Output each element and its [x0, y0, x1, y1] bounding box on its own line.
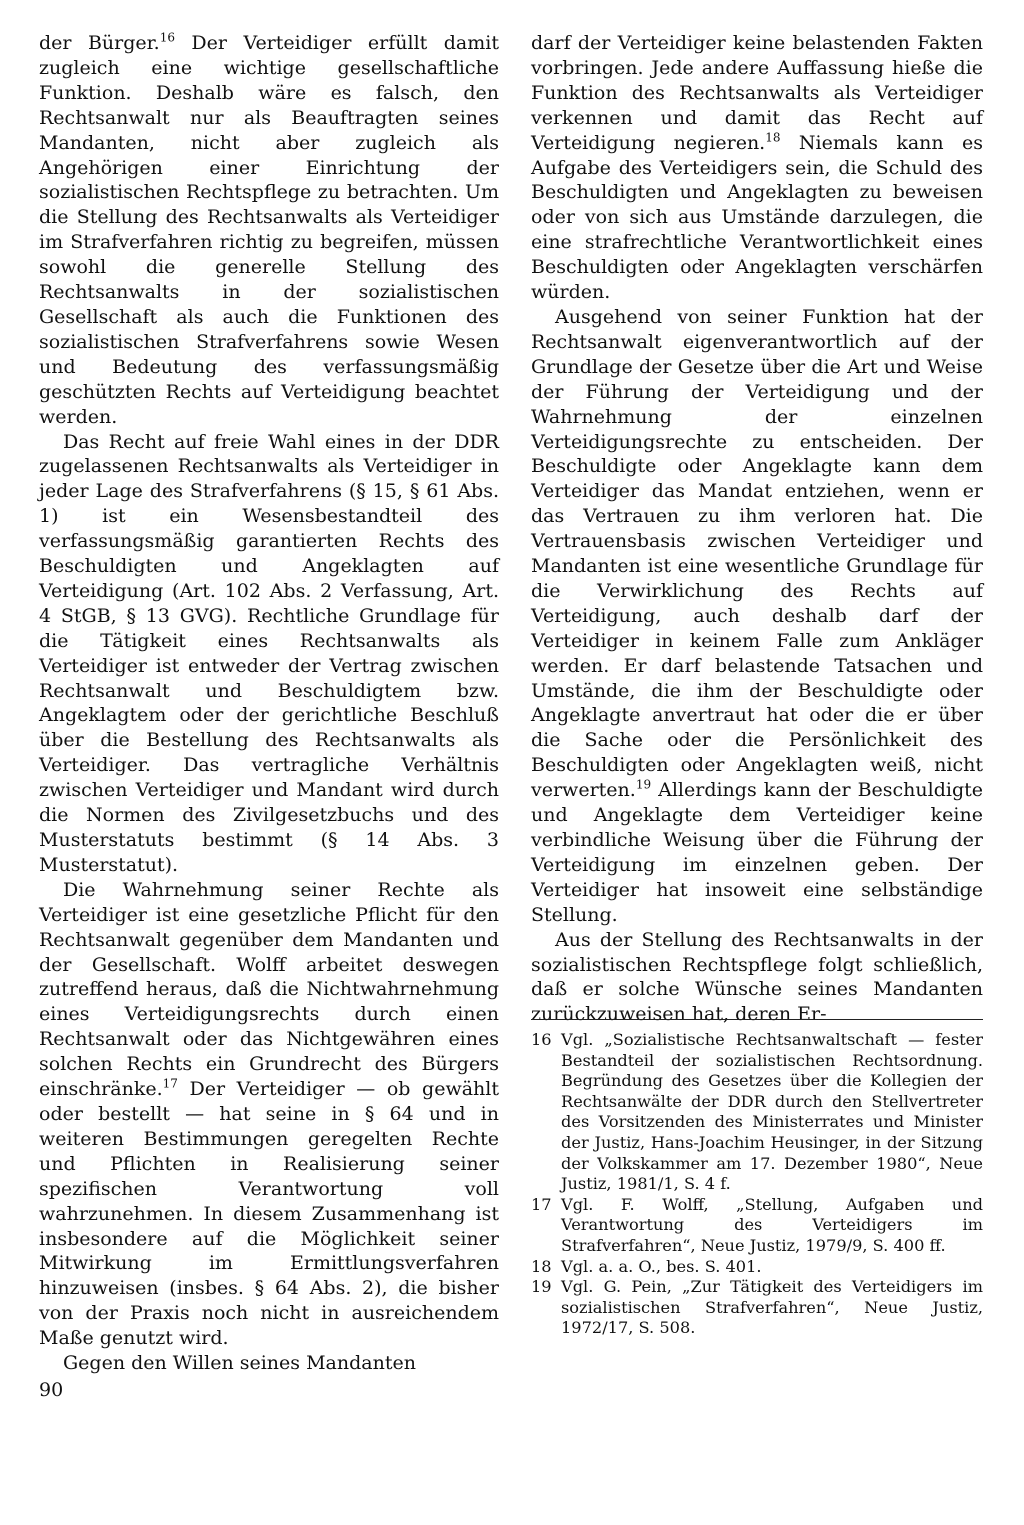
footnote-reference: 18 — [765, 130, 781, 145]
paragraph-text: Der Verteidiger — ob gewählt oder bestellt — hat seine in § 64 und in weiteren Bestimmungen geregelten Rechte und Pflichten in Realisierung seiner spezifischen Verantwortung voll wahrzunehmen. In diesem Zusammenhang ist insbesondere auf die Möglichkeit seiner Mitwirkung im Ermittlungsverfahren hinzuweisen (insbes. § 64 Abs. 2), die bisher von der Praxis noch nicht in ausreichendem Maße genutzt wird. — [39, 1078, 499, 1350]
paragraph-text: Aus der Stellung des Rechtsanwalts in der sozialistischen Rechtspflege folgt schließlich, daß er solche Wünsche seines Mandanten zurückzuweisen hat, deren Er- — [531, 928, 983, 1026]
footnote-text: Vgl. G. Pein, „Zur Tätigkeit des Verteidigers im sozialistischen Strafverfahren“, Neue Justiz, 1972/17, S. 508. — [561, 1277, 983, 1338]
paragraph-text: der Bürger. — [39, 32, 160, 54]
paragraph-text: Gegen den Willen seines Mandanten — [63, 1352, 416, 1375]
footnotes — [531, 1030, 983, 1339]
paragraph — [39, 878, 499, 1351]
footnote — [531, 1277, 983, 1339]
footnote-reference: 17 — [162, 1076, 178, 1091]
page-number: 90 — [39, 1379, 64, 1401]
paragraph — [39, 31, 499, 430]
footnote-number: 16 — [531, 1030, 552, 1049]
paragraph-text: Die Wahrnehmung seiner Rechte als Verteidiger ist eine gesetzliche Pflicht für den Rechtsanwalt gegenüber dem Mandanten und der Gesellschaft. Wolff arbeitet deswegen zutreffend heraus, daß die Nichtwahrnehmung eines Verteidigungsrechts durch einen Rechtsanwalt oder das Nichtgewähren eines solchen Rechts ein Grundrecht des Bürgers einschränke. — [39, 878, 499, 1101]
footnote-number: 18 — [531, 1256, 552, 1276]
paragraph-text: Niemals kann es Aufgabe des Verteidigers sein, die Schuld des Beschuldigten und Angeklagten zu beweisen oder von sich aus Umstände darzulegen, die eine strafrechtliche Verantwortlichkeit eines Beschuldigten oder Angeklagten verschärfen würden. — [531, 131, 984, 304]
footnote-text: Vgl. „Sozialistische Rechtsanwaltschaft — fester Bestandteil der sozialistischen Rechtsordnung. Begründung des Gesetzes über die Kollegien der Rechtsanwälte der DDR durch den Stellvertreter des Vorsitzenden des Ministerrates und Minister der Justiz, Hans-Joachim Heusinger, in der Sitzung der Volkskammer am 17. Dezember 1980“, Neue Justiz, 1981/1, S. 4 f. — [561, 1030, 983, 1194]
footnote — [531, 1195, 983, 1257]
paragraph — [531, 305, 983, 928]
left-text-column — [39, 31, 499, 1376]
footnote-number: 19 — [531, 1277, 552, 1297]
paragraph — [39, 1351, 499, 1376]
footnote — [531, 1030, 983, 1195]
footnote-separator — [531, 1019, 983, 1020]
paragraph — [531, 31, 983, 305]
paragraph-text: Ausgehend von seiner Funktion hat der Rechtsanwalt eigenverantwortlich auf der Grundlage der Gesetze über die Art und Weise der Führung der Verteidigung und der Wahrnehmung der einzelnen Verteidigungsrechte zu entscheiden. Der Beschuldigte oder Angeklagte kann dem Verteidiger das Mandat entziehen, wenn er das Vertrauen zu ihm verloren hat. Die Vertrauensbasis zwischen Verteidiger und Mandanten ist eine wesentliche Grundlage für die Verwirklichung des Rechts auf Verteidigung, auch deshalb darf der Verteidiger in keinem Falle zum Ankläger werden. Er darf belastende Tatsachen und Umstände, die ihm der Beschuldigte oder Angeklagte anvertraut hat oder die er über die Sache oder die Persönlichkeit des Beschuldigten oder Angeklagten weiß, nicht verwerten. — [531, 305, 983, 802]
paragraph-text: Das Recht auf freie Wahl eines in der DDR zugelassenen Rechtsanwalts als Verteidiger in jeder Lage des Strafverfahrens (§ 15, § 61 Abs. 1) ist ein Wesensbestandteil des verfassungsmäßig garantierten Rechts des Beschuldigten und Angeklagten auf Verteidigung (Art. 102 Abs. 2 Verfassung, Art. 4 StGB, § 13 GVG). Rechtliche Grundlage für die Tätigkeit eines Rechtsanwalts als Verteidiger ist entweder der Vertrag zwischen Rechtsanwalt und Beschuldigtem bzw. Angeklagtem oder der gerichtliche Beschluß über die Bestellung des Rechtsanwalts als Verteidiger. Das vertragliche Verhältnis zwischen Verteidiger und Mandant wird durch die Normen des Zivilgesetzbuchs und des Musterstatuts bestimmt (§ 14 Abs. 3 Musterstatut). — [39, 430, 499, 876]
right-text-column — [531, 31, 983, 1027]
paragraph — [531, 928, 983, 1028]
paragraph-text: Der Verteidiger erfüllt damit zugleich eine wichtige gesellschaftliche Funktion. Deshalb wäre es falsch, den Rechtsanwalt nur als Beauftragten seines Mandanten, nicht aber zugleich als Angehörigen einer Einrichtung der sozialistischen Rechtspflege zu betrachten. Um die Stellung des Rechtsanwalts als Verteidiger im Strafverfahren richtig zu begreifen, müssen sowohl die generelle Stellung des Rechtsanwalts in der sozialistischen Gesellschaft als auch die Funktionen des sozialistischen Strafverfahrens sowie Wesen und Bedeutung des verfassungsmäßig geschützten Rechts auf Verteidigung beachtet werden. — [39, 32, 499, 428]
paragraph-text: darf der Verteidiger keine belastenden Fakten vorbringen. Jede andere Auffassung hieße die Funktion des Rechtsanwalts als Verteidiger verkennen und damit das Recht auf Verteidigung negieren. — [531, 32, 983, 154]
footnote-text: Vgl. F. Wolff, „Stellung, Aufgaben und Verantwortung des Verteidigers im Strafverfahren“, Neue Justiz, 1979/9, S. 400 ff. — [561, 1194, 983, 1255]
footnote-text: Vgl. a. a. O., bes. S. 401. — [561, 1256, 762, 1276]
footnote-reference: 16 — [159, 30, 175, 45]
footnote-reference: 19 — [635, 777, 652, 792]
paragraph-text: Allerdings kann der Beschuldigte und Angeklagte dem Verteidiger keine verbindliche Weisung über die Führung der Verteidigung im einzelnen geben. Der Verteidiger hat insoweit eine selbständige Stellung. — [531, 779, 983, 926]
footnote-number: 17 — [531, 1194, 552, 1214]
paragraph — [39, 430, 499, 878]
footnote — [531, 1257, 983, 1278]
